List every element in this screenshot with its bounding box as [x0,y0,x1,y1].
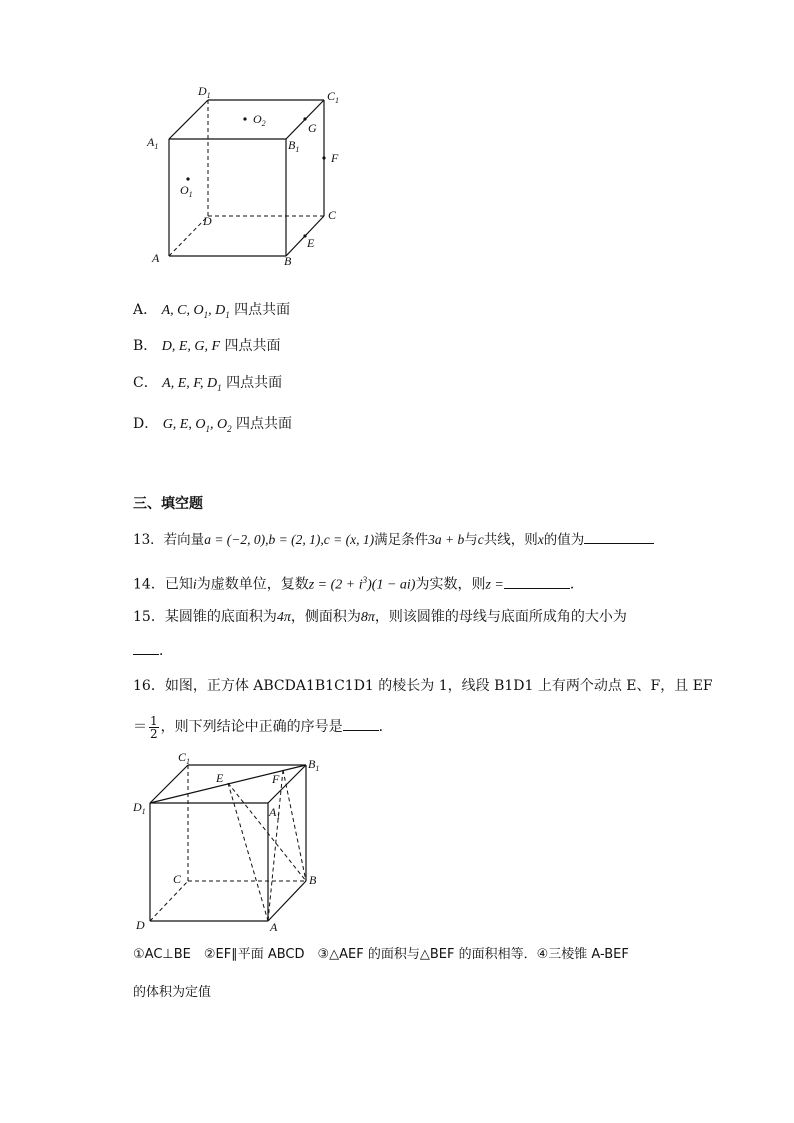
q16-answer-blank[interactable] [343,716,379,731]
q14-z: z = [485,577,504,593]
option-c-math: A, E, F, D [162,376,218,391]
q14-text2: 为实数，则 [415,576,486,593]
point-f [322,156,325,159]
q13-with: 与 [464,532,478,548]
question-16-line2 [133,712,393,742]
conclusions-line2: 的体积为定值 [133,985,212,1000]
q14-answer-blank[interactable] [504,574,570,589]
label-c1: $C_1$ [327,89,340,105]
q13-c: c = (x, 1) [323,532,375,547]
q15-answer-blank[interactable] [133,640,159,655]
section-title: 三、填空题 [133,496,203,512]
q14-expr: z = (2 + i [308,577,363,593]
option-a-math: A, C, O [161,303,204,318]
label-a1: $A_1$ [147,135,159,151]
q13-num: 13．若向量 [133,532,205,548]
option-a-math2: , D [208,303,226,318]
question-13 [133,529,654,550]
q15-v2: 8π [360,610,375,625]
q15-end: ． [159,643,173,659]
label-f: F [331,151,339,165]
label-a1: $A_1$ [269,805,281,821]
label-c1: $C_1$ [178,750,191,766]
option-d-math: G, E, O [162,417,206,432]
q13-cond1: 3a + b [428,532,465,547]
q13-b: b = (2, 1), [268,532,324,547]
option-d-letter: D． [133,416,159,432]
q14-text1: 为虚数单位，复数 [196,576,309,593]
label-d1: $D_1$ [198,84,211,100]
q13-mid: 满足条件 [374,532,429,548]
q16-frac-num: 1 [150,713,158,728]
option-d-math2: , O [209,417,228,432]
label-e: E [307,236,315,250]
q16-end: ． [378,719,393,735]
option-d: D． G, E, $O_1$, $O_2$ 四点共面 [133,416,293,434]
label-a: A [152,251,160,265]
label-a: A [270,920,278,934]
question-15-line2 [133,640,173,661]
label-c: C [328,208,337,222]
q16-line2b: ，则下列结论中正确的序号是 [160,719,343,735]
option-d-tail: 四点共面 [236,416,293,432]
cube-figure-2 [128,745,338,935]
q13-end: 共线，则 [483,532,538,548]
option-c-tail: 四点共面 [226,375,283,391]
edge-a1-d1 [169,100,208,139]
q15-text1: 15．某圆锥的底面积为 [133,609,277,625]
label-b: B [284,254,292,268]
point-g [303,117,306,120]
segment-e-b [228,783,306,881]
option-b-letter: B． [133,338,158,354]
option-a-letter: A． [133,302,158,318]
point-o1 [186,177,189,180]
segment-e-a [228,783,268,921]
edge-d1-c1 [150,765,188,803]
option-b-tail: 四点共面 [224,338,281,354]
label-g: G [308,121,317,135]
q14-i: i [192,577,197,593]
option-b [133,336,281,357]
q14-expr2: )(1 − ai) [367,577,416,593]
conclusions-line1: ①AC⊥BE ②EF∥平面 ABCD ③△AEF 的面积与△BEF 的面积相等．④三棱锥 A-BEF [133,947,629,962]
label-d: D [203,214,212,228]
option-c-letter: C． [133,375,158,391]
segment-f-a [268,770,283,921]
q13-x: x [537,532,544,547]
q15-text3: ，则该圆锥的母线与底面所成角的大小为 [374,609,627,625]
label-b: B [309,873,317,887]
q15-v1: 4π [276,610,291,625]
q16-fraction [149,715,159,740]
question-16-line1: 16．如图，正方体 ABCDA1B1C1D1 的棱长为 1，线段 B1D1 上有两个动点 E、F，且 EF [133,678,713,694]
q15-text2: ，侧面积为 [290,609,361,625]
label-o2: $O_2$ [253,112,266,128]
option-b-math: D, E, G, F [161,339,221,354]
label-f: F [272,772,280,786]
point-o2 [243,117,246,120]
label-b1: $B_1$ [288,138,300,154]
option-c: C． A, E, F, $D_1$ 四点共面 [133,375,283,393]
q16-eq: ＝ [133,719,147,735]
q13-tail: 的值为 [543,532,585,548]
option-a: A． A, C, $O_1$, $D_1$ 四点共面 [133,302,291,320]
edge-a-b [268,881,306,921]
q14-exp: 3 [362,575,368,585]
segment-f-b [283,770,306,881]
question-14 [133,570,584,596]
option-a-tail: 四点共面 [234,302,291,318]
q14-end: ． [569,576,584,593]
q13-a: a = (−2, 0), [204,532,269,547]
label-e: E [216,771,224,785]
hidden-edge-d-c [150,881,188,921]
q16-frac-den: 2 [150,726,158,741]
label-b1: $B_1$ [308,757,320,773]
label-d1: $D_1$ [133,800,146,816]
q13-cond2: c [477,532,484,547]
q14-num: 14．已知 [133,576,193,593]
q13-answer-blank[interactable] [584,529,654,544]
label-o1: $O_1$ [180,183,193,199]
cube-figure-1 [140,82,360,272]
label-c: C [173,872,182,886]
question-15 [133,607,627,628]
label-d: D [136,918,145,932]
